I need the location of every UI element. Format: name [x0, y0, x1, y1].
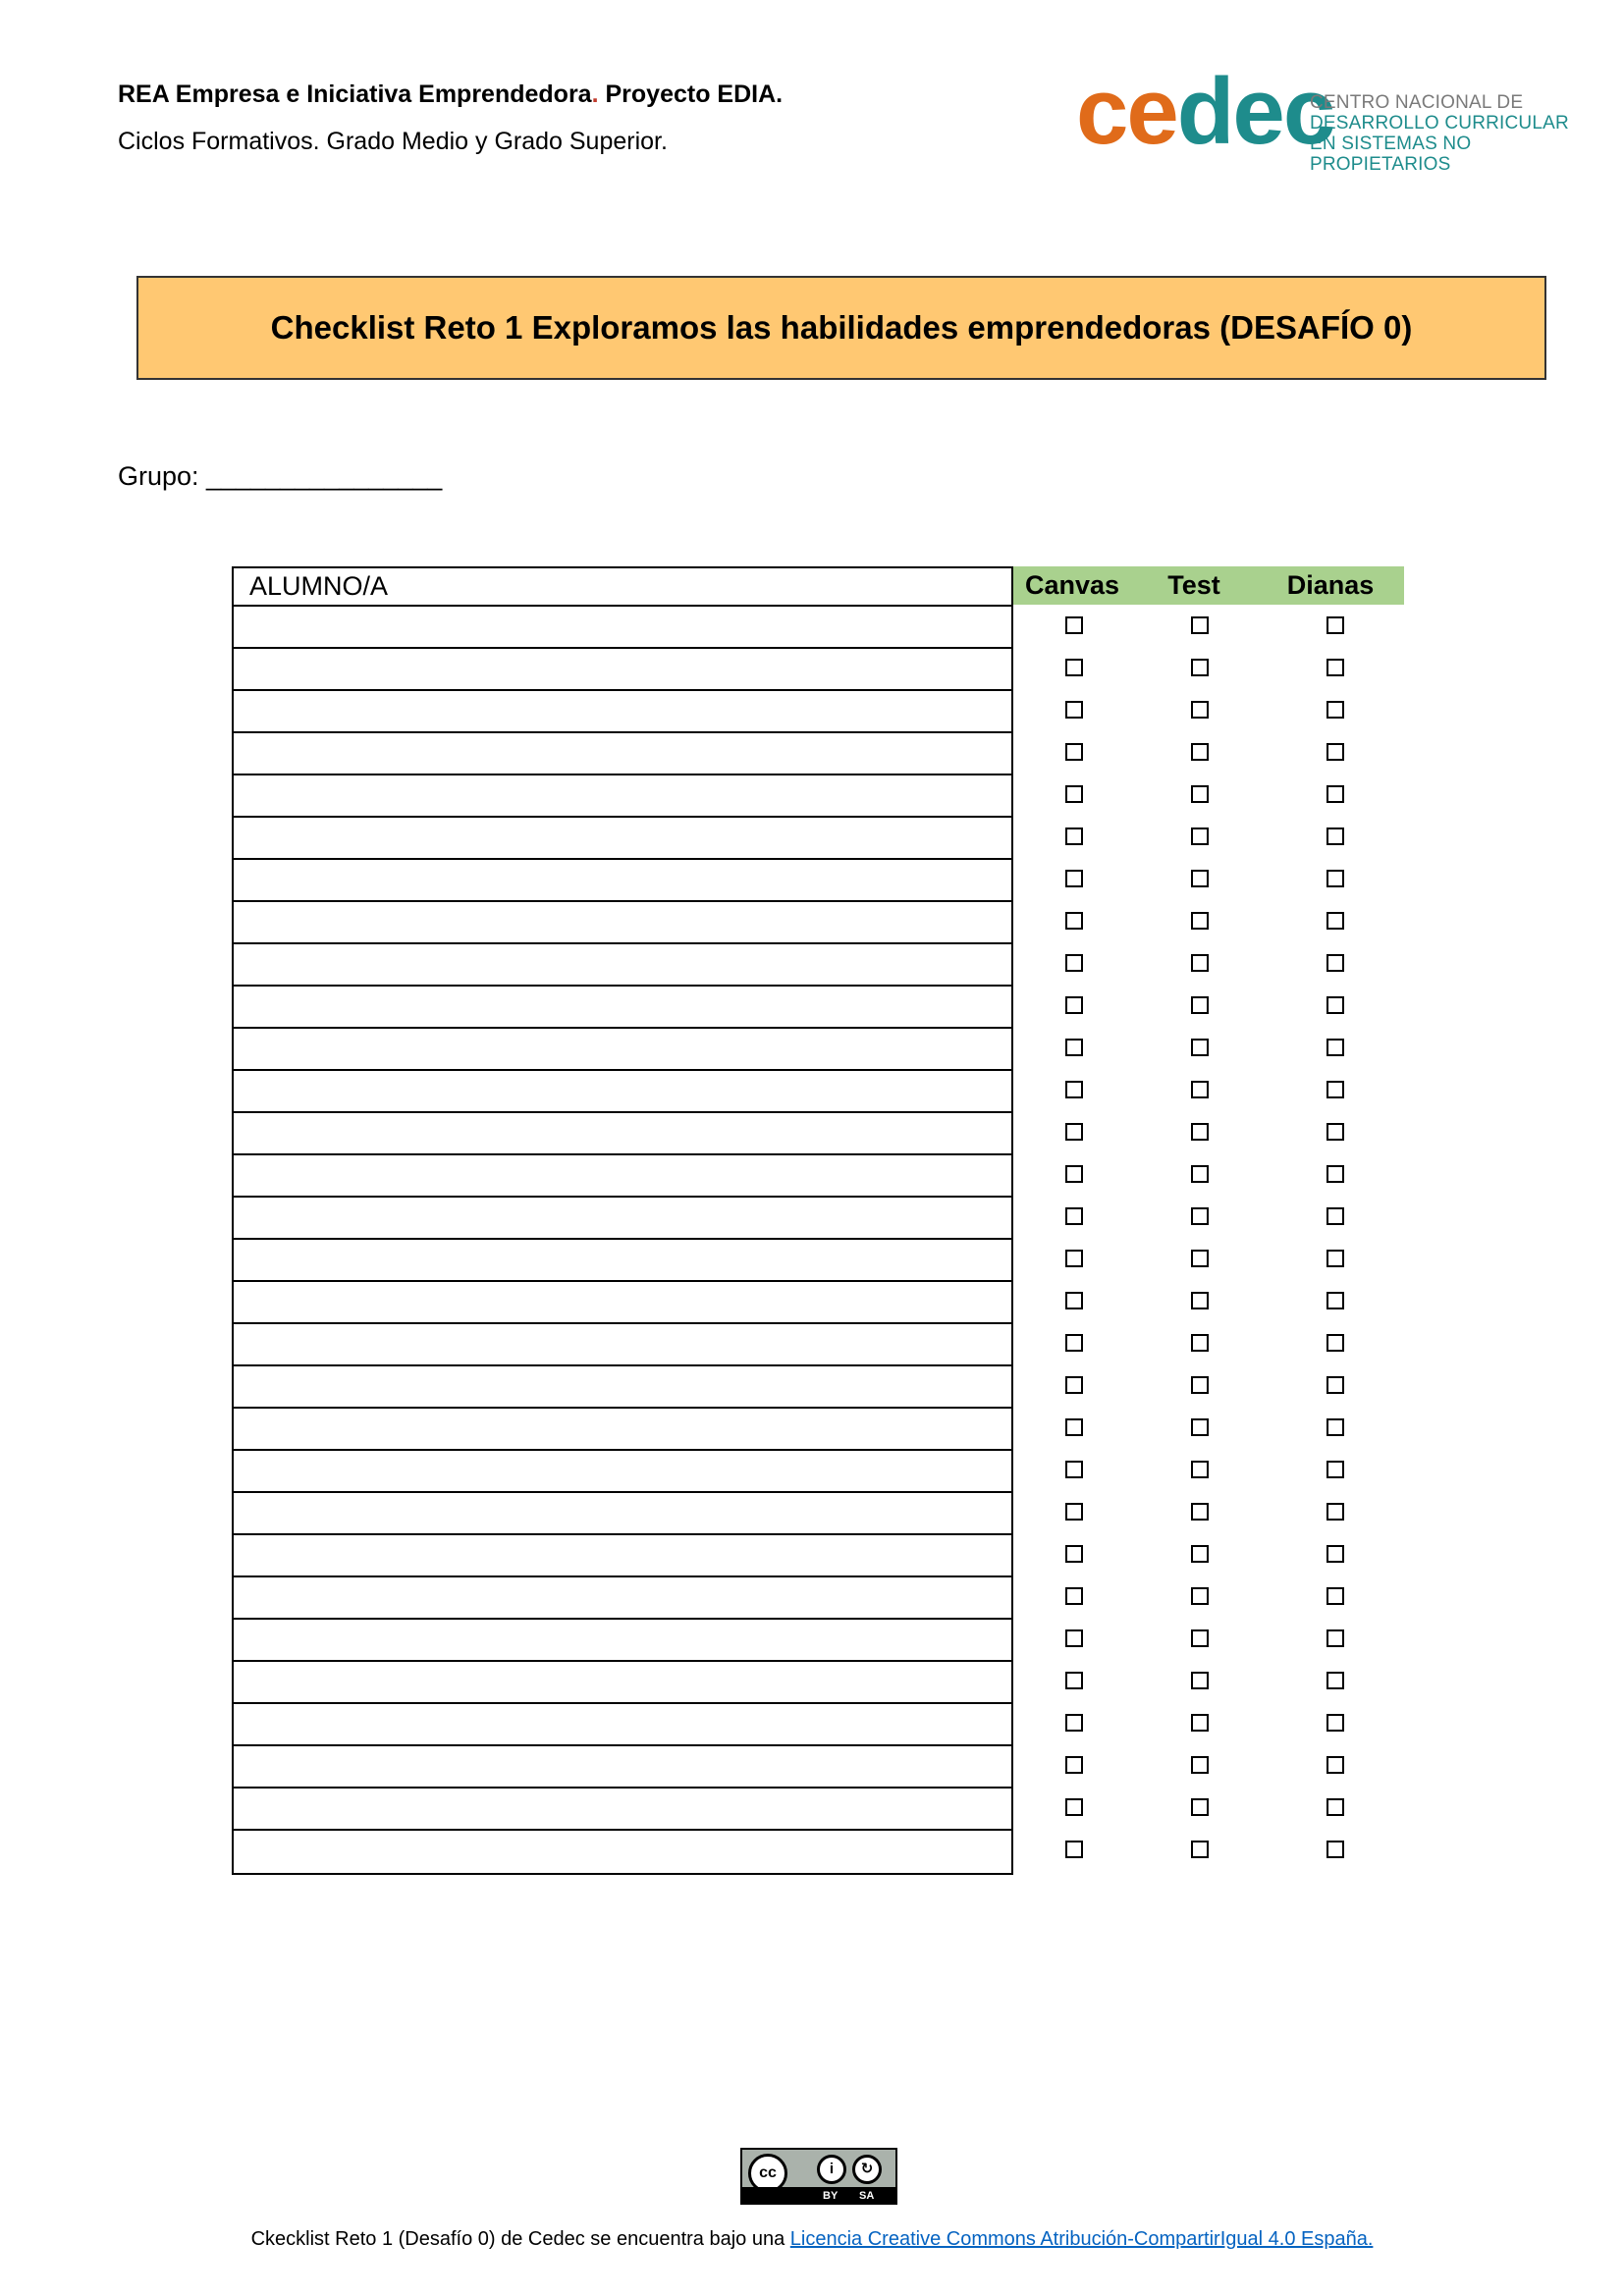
checkbox-row	[1013, 1027, 1404, 1069]
checkbox-canvas[interactable]	[1065, 1545, 1083, 1563]
checkbox-dianas[interactable]	[1326, 870, 1344, 887]
checkbox-canvas[interactable]	[1065, 785, 1083, 803]
checkbox-row	[1013, 1533, 1404, 1575]
checkbox-row	[1013, 1153, 1404, 1196]
checkbox-canvas[interactable]	[1065, 912, 1083, 930]
student-name-row[interactable]	[234, 902, 1011, 944]
student-name-row[interactable]	[234, 1704, 1011, 1746]
checkbox-row	[1013, 731, 1404, 774]
checkbox-dianas[interactable]	[1326, 1714, 1344, 1732]
checkbox-test[interactable]	[1191, 1376, 1209, 1394]
checkbox-test[interactable]	[1191, 1756, 1209, 1774]
checkbox-row	[1013, 900, 1404, 942]
checkbox-row	[1013, 1575, 1404, 1618]
checkbox-row	[1013, 774, 1404, 816]
checkbox-test[interactable]	[1191, 1334, 1209, 1352]
checkbox-canvas[interactable]	[1065, 1165, 1083, 1183]
tagline-line-2: DESARROLLO CURRICULAR	[1310, 113, 1569, 133]
checkbox-test[interactable]	[1191, 1250, 1209, 1267]
student-name-row[interactable]	[234, 649, 1011, 691]
student-name-row[interactable]	[234, 818, 1011, 860]
checkbox-columns	[1013, 605, 1404, 1871]
checkbox-dianas[interactable]	[1326, 1503, 1344, 1521]
student-name-row[interactable]	[234, 860, 1011, 902]
student-name-row[interactable]	[234, 1366, 1011, 1409]
checkbox-row	[1013, 689, 1404, 731]
checkbox-row	[1013, 858, 1404, 900]
student-name-row[interactable]	[234, 987, 1011, 1029]
student-name-row[interactable]	[234, 944, 1011, 987]
checkbox-dianas[interactable]	[1326, 954, 1344, 972]
attribution-icon: i	[817, 2155, 846, 2184]
student-name-row[interactable]	[234, 607, 1011, 649]
student-name-row[interactable]	[234, 1662, 1011, 1704]
checkbox-test[interactable]	[1191, 1039, 1209, 1056]
grupo-field[interactable]: Grupo: ________________	[118, 461, 443, 491]
checkbox-dianas[interactable]	[1326, 1292, 1344, 1309]
checkbox-canvas[interactable]	[1065, 996, 1083, 1014]
checkbox-row	[1013, 1069, 1404, 1111]
checkbox-canvas[interactable]	[1065, 1250, 1083, 1267]
checkbox-canvas[interactable]	[1065, 701, 1083, 719]
checkbox-test[interactable]	[1191, 1587, 1209, 1605]
student-name-row[interactable]	[234, 1113, 1011, 1155]
checkbox-test[interactable]	[1191, 1081, 1209, 1098]
checkbox-test[interactable]	[1191, 912, 1209, 930]
checkbox-canvas[interactable]	[1065, 828, 1083, 845]
student-name-row[interactable]	[234, 1577, 1011, 1620]
column-header-canvas: Canvas	[1024, 570, 1120, 600]
document-title: Checklist Reto 1 Exploramos las habilidades emprendedoras (DESAFÍO 0)	[136, 276, 1546, 380]
checkbox-row	[1013, 647, 1404, 689]
student-name-row[interactable]	[234, 1789, 1011, 1831]
checkbox-dianas[interactable]	[1326, 1756, 1344, 1774]
student-name-row[interactable]	[234, 1535, 1011, 1577]
checkbox-dianas[interactable]	[1326, 1123, 1344, 1141]
column-header-dianas: Dianas	[1286, 570, 1375, 600]
checkbox-dianas[interactable]	[1326, 1207, 1344, 1225]
wordmark-part-orange: ce	[1076, 59, 1177, 164]
checkbox-dianas[interactable]	[1326, 616, 1344, 634]
student-name-column	[232, 566, 1013, 1875]
checkbox-canvas[interactable]	[1065, 1376, 1083, 1394]
checkbox-dianas[interactable]	[1326, 1376, 1344, 1394]
cc-icon: cc	[748, 2154, 787, 2193]
checkbox-row	[1013, 605, 1404, 647]
tagline-line-1: CENTRO NACIONAL DE	[1310, 92, 1524, 113]
column-header-test: Test	[1167, 570, 1220, 600]
checkbox-canvas[interactable]	[1065, 1207, 1083, 1225]
checkbox-row	[1013, 1322, 1404, 1364]
checkbox-canvas[interactable]	[1065, 1418, 1083, 1436]
checkbox-dianas[interactable]	[1326, 1587, 1344, 1605]
checkbox-test[interactable]	[1191, 1123, 1209, 1141]
checkbox-dianas[interactable]	[1326, 828, 1344, 845]
checkbox-dianas[interactable]	[1326, 785, 1344, 803]
student-name-row[interactable]	[234, 1620, 1011, 1662]
checkbox-dianas[interactable]	[1326, 1545, 1344, 1563]
checkbox-test[interactable]	[1191, 1672, 1209, 1689]
checkbox-row	[1013, 1787, 1404, 1829]
checkbox-canvas[interactable]	[1065, 870, 1083, 887]
license-text: Ckecklist Reto 1 (Desafío 0) de Cedec se encuentra bajo una	[250, 2228, 790, 2250]
header-course-title	[118, 80, 783, 109]
checkbox-row	[1013, 1829, 1404, 1871]
checkbox-test[interactable]	[1191, 701, 1209, 719]
checkbox-row	[1013, 1744, 1404, 1787]
checkbox-dianas[interactable]	[1326, 1461, 1344, 1478]
checkbox-canvas[interactable]	[1065, 1334, 1083, 1352]
checkbox-test[interactable]	[1191, 828, 1209, 845]
checkbox-dianas[interactable]	[1326, 743, 1344, 761]
checkbox-row	[1013, 1702, 1404, 1744]
checkbox-dianas[interactable]	[1326, 1629, 1344, 1647]
checkbox-test[interactable]	[1191, 743, 1209, 761]
checkbox-canvas[interactable]	[1065, 1841, 1083, 1858]
checkbox-row	[1013, 1238, 1404, 1280]
checkbox-test[interactable]	[1191, 616, 1209, 634]
checkbox-row	[1013, 985, 1404, 1027]
checkbox-test[interactable]	[1191, 1292, 1209, 1309]
license-footer	[0, 2228, 1624, 2251]
checkbox-canvas[interactable]	[1065, 1587, 1083, 1605]
checkbox-dianas[interactable]	[1326, 1334, 1344, 1352]
checkbox-canvas[interactable]	[1065, 1461, 1083, 1478]
checkbox-test[interactable]	[1191, 1461, 1209, 1478]
checkbox-dianas[interactable]	[1326, 1250, 1344, 1267]
checkbox-dianas[interactable]	[1326, 1081, 1344, 1098]
checkbox-canvas[interactable]	[1065, 1081, 1083, 1098]
student-name-row[interactable]	[234, 1198, 1011, 1240]
student-name-row[interactable]	[234, 691, 1011, 733]
wordmark-part-teal: dec	[1176, 59, 1334, 164]
checkbox-row	[1013, 1660, 1404, 1702]
project-name: Proyecto EDIA.	[598, 80, 784, 108]
checkbox-canvas[interactable]	[1065, 616, 1083, 634]
checkbox-test[interactable]	[1191, 1841, 1209, 1858]
checkbox-test[interactable]	[1191, 785, 1209, 803]
checkbox-canvas[interactable]	[1065, 1672, 1083, 1689]
checkbox-row	[1013, 816, 1404, 858]
checkbox-canvas[interactable]	[1065, 1123, 1083, 1141]
tagline-line-3: EN SISTEMAS NO PROPIETARIOS	[1310, 133, 1472, 175]
checkbox-test[interactable]	[1191, 1503, 1209, 1521]
checkbox-canvas[interactable]	[1065, 1756, 1083, 1774]
cedec-tagline	[1310, 92, 1577, 175]
student-name-row[interactable]	[234, 1451, 1011, 1493]
checkbox-test[interactable]	[1191, 659, 1209, 676]
checkbox-test[interactable]	[1191, 1629, 1209, 1647]
checkbox-canvas[interactable]	[1065, 1714, 1083, 1732]
student-name-row[interactable]	[234, 1029, 1011, 1071]
checkbox-row	[1013, 1491, 1404, 1533]
checkbox-canvas[interactable]	[1065, 1629, 1083, 1647]
checkbox-dianas[interactable]	[1326, 912, 1344, 930]
cedec-wordmark	[1076, 59, 1334, 164]
checkbox-dianas[interactable]	[1326, 1165, 1344, 1183]
cedec-logo	[1076, 59, 1577, 175]
checkbox-row	[1013, 1449, 1404, 1491]
student-name-row[interactable]	[234, 1746, 1011, 1789]
checkbox-row	[1013, 1364, 1404, 1407]
checkbox-canvas[interactable]	[1065, 1039, 1083, 1056]
student-name-row[interactable]	[234, 775, 1011, 818]
checkbox-dianas[interactable]	[1326, 1798, 1344, 1816]
course-name: REA Empresa e Iniciativa Emprendedora	[118, 80, 592, 108]
student-name-row[interactable]	[234, 1324, 1011, 1366]
checkbox-canvas[interactable]	[1065, 954, 1083, 972]
checkbox-canvas[interactable]	[1065, 1798, 1083, 1816]
cc-license-badge[interactable]	[740, 2148, 897, 2205]
student-name-row[interactable]	[234, 1155, 1011, 1198]
student-name-row[interactable]	[234, 733, 1011, 775]
checkbox-canvas[interactable]	[1065, 743, 1083, 761]
checkbox-dianas[interactable]	[1326, 1672, 1344, 1689]
checkbox-canvas[interactable]	[1065, 1292, 1083, 1309]
checkbox-row	[1013, 1618, 1404, 1660]
by-label: BY	[823, 2190, 839, 2202]
checkbox-dianas[interactable]	[1326, 996, 1344, 1014]
checks-header	[1013, 566, 1404, 605]
student-name-row[interactable]	[234, 1240, 1011, 1282]
sa-label: SA	[859, 2190, 875, 2202]
checkbox-dianas[interactable]	[1326, 1418, 1344, 1436]
student-name-row[interactable]	[234, 1071, 1011, 1113]
checkbox-test[interactable]	[1191, 1798, 1209, 1816]
student-name-row[interactable]	[234, 1493, 1011, 1535]
header-levels: Ciclos Formativos. Grado Medio y Grado Superior.	[118, 128, 668, 155]
checkbox-canvas[interactable]	[1065, 1503, 1083, 1521]
checkbox-test[interactable]	[1191, 1165, 1209, 1183]
student-name-row[interactable]	[234, 1282, 1011, 1324]
student-column-header: ALUMNO/A	[234, 568, 1011, 607]
checkbox-dianas[interactable]	[1326, 659, 1344, 676]
checkbox-test[interactable]	[1191, 1714, 1209, 1732]
checkbox-dianas[interactable]	[1326, 701, 1344, 719]
checkbox-test[interactable]	[1191, 1207, 1209, 1225]
checkbox-test[interactable]	[1191, 1418, 1209, 1436]
checkbox-row	[1013, 1196, 1404, 1238]
checkbox-row	[1013, 1280, 1404, 1322]
checkbox-dianas[interactable]	[1326, 1841, 1344, 1858]
checkbox-test[interactable]	[1191, 996, 1209, 1014]
student-name-row[interactable]	[234, 1831, 1011, 1873]
share-alike-icon: ↻	[852, 2155, 882, 2184]
checkbox-row	[1013, 1111, 1404, 1153]
checkbox-test[interactable]	[1191, 954, 1209, 972]
checkbox-row	[1013, 1407, 1404, 1449]
checkbox-test[interactable]	[1191, 1545, 1209, 1563]
student-name-row[interactable]	[234, 1409, 1011, 1451]
checkbox-dianas[interactable]	[1326, 1039, 1344, 1056]
accent-dot: .	[591, 80, 599, 108]
checkbox-row	[1013, 942, 1404, 985]
checkbox-canvas[interactable]	[1065, 659, 1083, 676]
license-link[interactable]: Licencia Creative Commons Atribución-CompartirIgual 4.0 España.	[789, 2228, 1374, 2250]
checkbox-test[interactable]	[1191, 870, 1209, 887]
